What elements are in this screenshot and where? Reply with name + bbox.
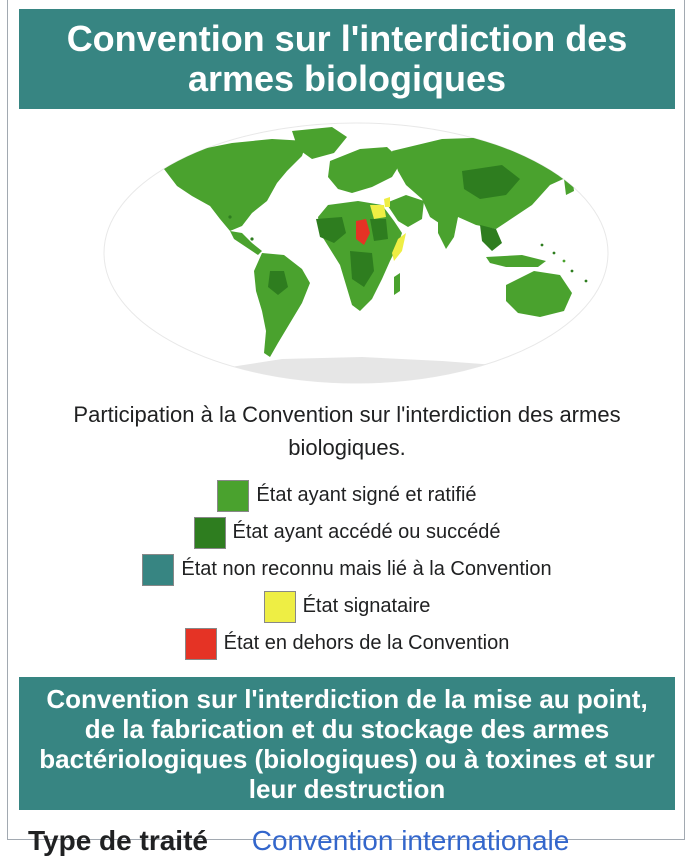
legend-item [19,551,675,588]
new-zealand-shape [580,313,592,333]
legend-swatch [185,628,217,660]
legend-item [19,514,675,551]
legend-label: État non reconnu mais lié à la Convention [181,558,552,580]
legend-item [19,477,675,514]
treaty-type-label: Type de traité [28,825,208,856]
legend-swatch [217,480,249,512]
map-caption: Participation à la Convention sur l'interdiction des armes biologiques. [73,402,621,460]
world-map-icon [102,121,610,386]
legend-item [19,625,675,662]
legend [19,477,675,662]
full-title-header: Convention sur l'interdiction de la mise au point, de la fabrication et du stockage des armes bactériologiques (biologiques) ou à toxines et sur leur destruction [19,677,675,810]
antarctica-shape [102,357,610,386]
world-map-image[interactable] [102,121,610,386]
legend-label: État en dehors de la Convention [223,632,510,654]
treaty-type-link[interactable]: Convention internationale [251,825,570,856]
legend-swatch [264,591,296,623]
legend-swatch [194,517,226,549]
legend-label: État signataire [302,595,431,617]
legend-label: État ayant accédé ou succédé [232,521,501,543]
legend-swatch [142,554,174,586]
infobox-title: Convention sur l'interdiction des armes biologiques [19,9,675,109]
legend-item [19,588,675,625]
infobox [7,0,685,856]
treaty-type-row [28,824,688,856]
legend-label: État ayant signé et ratifié [256,484,477,506]
